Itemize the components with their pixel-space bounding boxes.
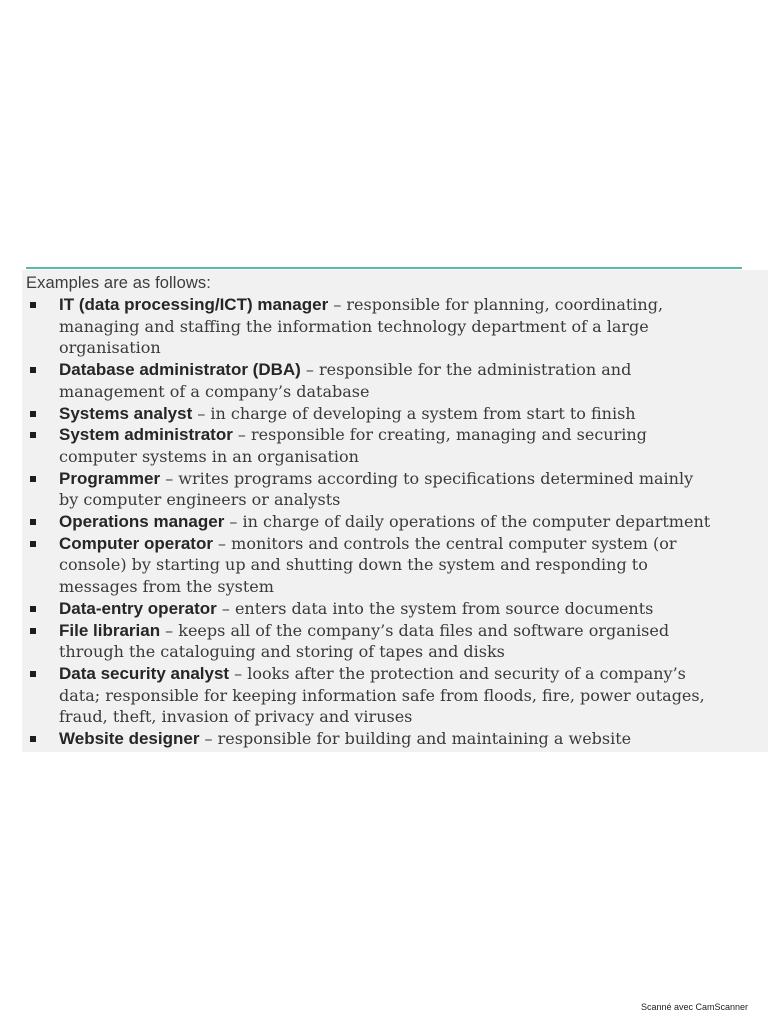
section-divider <box>26 267 742 269</box>
role-title: Programmer <box>59 468 161 488</box>
bullet-icon <box>30 628 36 634</box>
role-description: – responsible for planning, coordinating, <box>328 295 664 314</box>
role-title: Systems analyst <box>59 403 193 423</box>
role-title: File librarian <box>59 620 161 640</box>
role-title: Website designer <box>59 729 200 749</box>
role-list-item <box>22 424 768 467</box>
bullet-icon <box>30 736 36 742</box>
role-list-item <box>22 511 768 533</box>
bullet-icon <box>30 541 36 547</box>
role-line: computer systems in an organisation <box>59 446 359 466</box>
bullet-icon <box>30 671 36 677</box>
role-description: – responsible for the administration and <box>300 360 632 380</box>
role-description: – writes programs according to specifications determined mainly <box>160 468 694 488</box>
role-description: – monitors and controls the central computer system (or <box>212 533 677 553</box>
role-line <box>59 359 768 381</box>
role-list-item <box>22 728 768 750</box>
role-description: – responsible for building and maintaining a website <box>199 729 632 749</box>
role-line <box>59 598 768 620</box>
bullet-icon <box>30 476 36 482</box>
role-list-item <box>22 663 768 728</box>
bullet-icon <box>30 519 36 525</box>
role-line <box>59 294 768 316</box>
role-line <box>59 468 768 490</box>
role-description: – enters data into the system from source documents <box>216 598 654 618</box>
role-line <box>59 533 768 555</box>
scanned-excerpt <box>22 270 768 752</box>
role-line: by computer engineers or analysts <box>59 490 341 510</box>
role-line: managing and staffing the information technology department of a large <box>59 316 649 336</box>
role-line: console) by starting up and shutting down the system and responding to <box>59 555 648 575</box>
intro-text: Examples are as follows: <box>26 274 211 292</box>
role-list <box>22 294 768 750</box>
role-line: organisation <box>59 338 161 358</box>
role-line: fraud, theft, invasion of privacy and viruses <box>59 707 413 727</box>
role-description: – responsible for creating, managing and securing <box>232 425 647 445</box>
role-line <box>59 728 768 750</box>
role-title: System administrator <box>59 425 233 445</box>
role-list-item <box>22 294 768 359</box>
scan-credit: Scanné avec CamScanner <box>640 1002 748 1012</box>
role-line: messages from the system <box>59 577 274 597</box>
role-line <box>59 424 768 446</box>
role-list-item <box>22 403 768 425</box>
role-line: management of a company’s database <box>59 381 370 401</box>
role-line <box>59 511 768 533</box>
role-line <box>59 620 768 642</box>
role-description: – in charge of developing a system from start to finish <box>192 403 636 423</box>
bullet-icon <box>30 432 36 438</box>
role-title: Data security analyst <box>59 663 230 683</box>
role-title: Computer operator <box>59 533 213 553</box>
role-list-item <box>22 598 768 620</box>
bullet-icon <box>30 606 36 612</box>
role-title: Database administrator (DBA) <box>59 360 301 380</box>
role-description: – looks after the protection and security of a company’s <box>229 663 686 683</box>
role-line: through the cataloguing and storing of tapes and disks <box>59 642 505 662</box>
role-list-item <box>22 359 768 402</box>
role-line: data; responsible for keeping information safe from floods, fire, power outages, <box>59 685 705 705</box>
role-title: Data-entry operator <box>59 598 217 618</box>
role-list-item <box>22 533 768 598</box>
role-description: – in charge of daily operations of the computer department <box>224 512 711 532</box>
role-title: IT (data processing/ICT) manager <box>59 295 329 314</box>
bullet-icon <box>30 411 36 417</box>
role-list-item <box>22 468 768 511</box>
bullet-icon <box>30 367 36 373</box>
role-list-item <box>22 620 768 663</box>
role-line <box>59 403 768 425</box>
bullet-icon <box>30 302 36 308</box>
role-title: Operations manager <box>59 512 225 532</box>
role-line <box>59 663 768 685</box>
role-description: – keeps all of the company’s data files and software organised <box>160 620 670 640</box>
